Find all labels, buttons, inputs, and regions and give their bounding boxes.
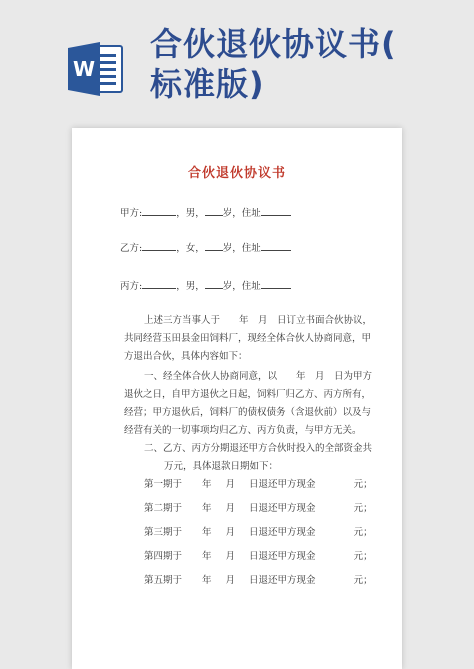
document-page [72, 128, 402, 669]
party-age-address: 岁，住址 [222, 281, 261, 292]
payment-row [144, 550, 373, 564]
payment-unit: 元； [353, 575, 373, 586]
party-row [120, 205, 291, 221]
party-gender: ，男， [176, 281, 205, 292]
paragraph-line: 共同经营玉田县金田饲料厂，现经全体合伙人协商同意，甲 [124, 333, 372, 344]
address-blank [261, 278, 291, 289]
word-icon [66, 38, 126, 98]
party-gender: ，男， [176, 208, 205, 219]
payment-year: 年 [202, 551, 212, 562]
payment-row [144, 478, 373, 492]
payment-month: 月 [225, 503, 236, 514]
payment-unit: 元； [353, 551, 373, 562]
page-title [150, 24, 470, 104]
paragraph-line: 一、经全体合伙人协商同意，以 年 月 日为甲方 [144, 371, 373, 382]
payment-period: 第三期于 [144, 527, 183, 538]
paragraph-line: 二、乙方、丙方分期退还甲方合伙时投入的全部资金共 [144, 443, 373, 454]
payment-text: 日退还甲方现金 [249, 551, 316, 562]
payment-row [144, 526, 373, 540]
party-row [120, 278, 291, 294]
party-label: 乙方: [120, 243, 143, 254]
payment-year: 年 [202, 503, 212, 514]
age-blank [205, 240, 223, 251]
payment-unit: 元； [353, 527, 373, 538]
payment-period: 第二期于 [144, 503, 183, 514]
age-blank [205, 278, 223, 289]
document-title: 合伙退伙协议书 [187, 166, 286, 181]
party-label: 丙方: [120, 281, 143, 292]
payment-year: 年 [202, 527, 212, 538]
payment-period: 第一期于 [144, 479, 183, 490]
payment-year: 年 [202, 479, 212, 490]
payment-text: 日退还甲方现金 [249, 479, 316, 490]
paragraph-line: 经营有关的一切事项均归乙方、丙方负责，与甲方无关。 [124, 425, 362, 436]
title-line-2: 标准版) [150, 65, 265, 103]
party-label: 甲方: [120, 208, 143, 219]
payment-month: 月 [225, 575, 236, 586]
svg-text:W: W [72, 57, 96, 81]
payment-period: 第四期于 [144, 551, 183, 562]
payment-period: 第五期于 [144, 575, 183, 586]
payment-row [144, 502, 373, 516]
payment-row [144, 574, 373, 588]
party-gender: ，女， [176, 243, 205, 254]
payment-unit: 元； [353, 503, 373, 514]
paragraph-line: 方退出合伙，具体内容如下： [124, 351, 248, 362]
name-blank [142, 278, 176, 289]
paragraph-line: 经营；甲方退伙后，饲料厂的债权债务（含退伙前）以及与 [124, 407, 372, 418]
address-blank [261, 240, 291, 251]
name-blank [142, 240, 176, 251]
payment-year: 年 [202, 575, 212, 586]
payment-text: 日退还甲方现金 [249, 503, 316, 514]
payment-text: 日退还甲方现金 [249, 527, 316, 538]
paragraph-line: 万元，具体退款日期如下： [164, 461, 279, 472]
title-line-1: 合伙退伙协议书( [150, 25, 397, 63]
paragraph-line: 退伙之日，自甲方退伙之日起，饲料厂归乙方、丙方所有， [124, 389, 372, 400]
age-blank [205, 205, 223, 216]
payment-text: 日退还甲方现金 [249, 575, 316, 586]
payment-month: 月 [225, 527, 236, 538]
header [0, 0, 474, 110]
name-blank [142, 205, 176, 216]
address-blank [261, 205, 291, 216]
party-row [120, 240, 291, 256]
paragraph-line: 上述三方当事人于 年 月 日订立书面合伙协议， [144, 315, 373, 326]
payment-month: 月 [225, 551, 236, 562]
payment-unit: 元； [353, 479, 373, 490]
payment-month: 月 [225, 479, 236, 490]
party-age-address: 岁，住址 [222, 208, 261, 219]
party-age-address: 岁，住址 [222, 243, 261, 254]
